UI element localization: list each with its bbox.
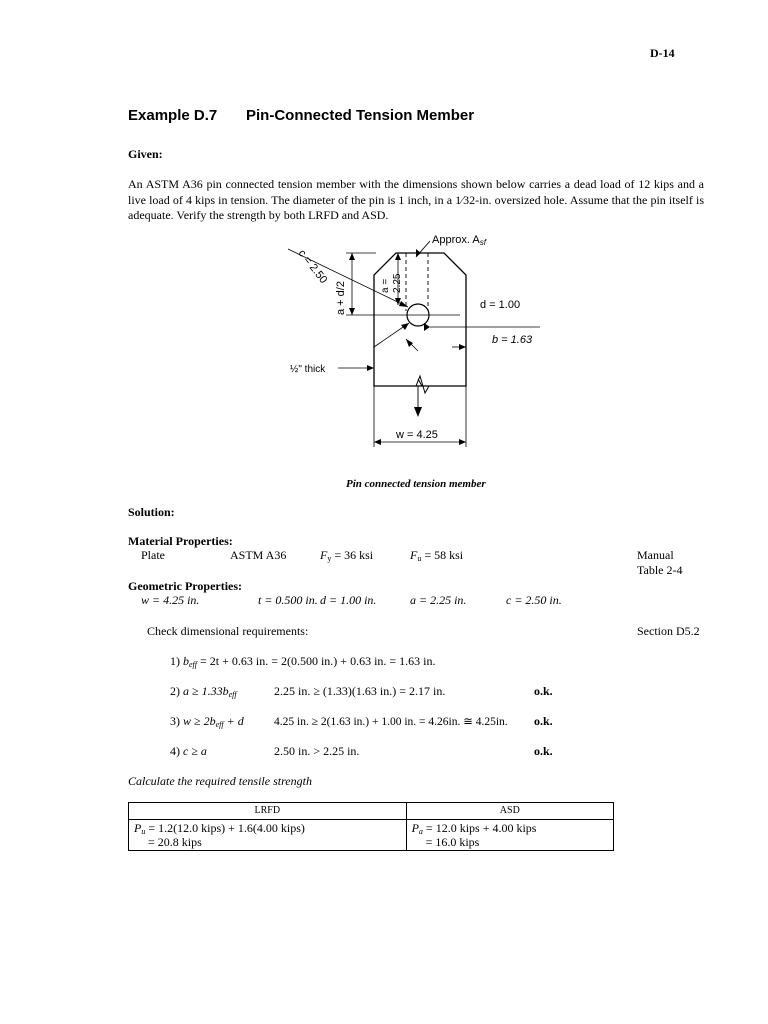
check-ok-2: o.k. bbox=[534, 684, 553, 698]
check-calc-3: 4.25 in. ≥ 2(1.63 in.) + 1.00 in. = 4.26in. ≅ 4.25in. bbox=[274, 716, 508, 728]
geo-a: a = 2.25 in. bbox=[410, 593, 467, 607]
asd-header: ASD bbox=[406, 803, 613, 820]
material-properties-heading: Material Properties: bbox=[128, 534, 233, 548]
w-label: w = 4.25 bbox=[396, 429, 438, 441]
apd-arrow-bot bbox=[349, 308, 355, 315]
a-eq-label: a = bbox=[380, 278, 391, 293]
d-label: d = 1.00 bbox=[480, 299, 521, 311]
required-strength-heading: Calculate the required tensile strength bbox=[128, 774, 312, 788]
plate-label: Plate bbox=[141, 548, 165, 562]
geo-c: c = 2.50 in. bbox=[506, 593, 562, 607]
example-title: Pin-Connected Tension Member bbox=[246, 107, 475, 124]
w-arrow-right bbox=[459, 439, 466, 445]
pin-connected-member-figure bbox=[280, 235, 540, 475]
check-item-3: 3) $w \ge 2b_{eff} + d$ bbox=[170, 714, 244, 729]
check-item-2: 2) $a \ge 1.33b_{eff}$ bbox=[170, 684, 237, 699]
check-item-1: 1) $b_{eff} = 2t + 0.63$ in. = 2(0.500 in.) + 0.63 in. = 1.63 in. bbox=[170, 654, 436, 669]
thick-label: ½" thick bbox=[290, 364, 326, 375]
w-arrow-left bbox=[374, 439, 381, 445]
c-arrow bbox=[399, 301, 408, 307]
geo-d: d = 1.00 in. bbox=[320, 593, 377, 607]
given-heading: Given: bbox=[128, 147, 163, 161]
manual-ref-2: Table 2-4 bbox=[637, 563, 683, 577]
solution-heading: Solution: bbox=[128, 505, 175, 519]
b-arrow-left bbox=[459, 344, 466, 350]
geo-t: t = 0.500 in. bbox=[258, 593, 318, 607]
manual-ref-1: Manual bbox=[637, 548, 674, 562]
geo-w: w = 4.25 in. bbox=[141, 593, 200, 607]
c-label: c = 2.50 bbox=[295, 247, 330, 286]
example-number: Example D.7 bbox=[128, 107, 218, 124]
geometric-properties-heading: Geometric Properties: bbox=[128, 579, 243, 593]
a-plus-d2-label: a + d/2 bbox=[335, 281, 347, 315]
check-ok-4: o.k. bbox=[534, 744, 553, 758]
check-calc-4: 2.50 in. > 2.25 in. bbox=[274, 744, 360, 758]
b-label: b = 1.63 bbox=[492, 334, 533, 346]
lrfd-cell: $P_u = 1.2(12.0$ kips) + 1.6(4.00 kips) = 20.8 kips bbox=[129, 820, 407, 851]
approx-asf-label: Approx. Asf bbox=[432, 235, 486, 247]
c-lower-arrow bbox=[401, 323, 409, 330]
figure-caption: Pin connected tension member bbox=[346, 478, 486, 490]
page-number: D-14 bbox=[650, 46, 675, 60]
a-val-label: 2.25 bbox=[392, 273, 403, 293]
check-ok-3: o.k. bbox=[534, 714, 553, 728]
b-leader-arrow bbox=[406, 339, 413, 347]
asd-cell: $P_a = 12.0$ kips + 4.00 kips = 16.0 kips bbox=[406, 820, 613, 851]
check-calc-2: 2.25 in. ≥ (1.33)(1.63 in.) = 2.17 in. bbox=[274, 684, 446, 698]
b-arrow-upper bbox=[424, 323, 430, 331]
plate-grade: ASTM A36 bbox=[230, 548, 287, 562]
given-paragraph: An ASTM A36 pin connected tension member with the dimensions shown below carries a dead load of 12 kips and a live load of 4 kips in tension. The diameter of the pin is 1 inch, in a 1⁄32-in. oversized hole. Assume that the pin itself is adequate. Verify the strength by both LRFD and ASD. bbox=[128, 177, 704, 222]
check-item-4: 4) c ≥ a bbox=[170, 744, 207, 758]
tension-arrow bbox=[414, 407, 422, 417]
a-dim-arrow-top bbox=[395, 253, 401, 260]
fu-value: $F_u = 58$ ksi bbox=[410, 548, 464, 563]
apd-arrow-top bbox=[349, 253, 355, 260]
lrfd-asd-table bbox=[128, 802, 614, 851]
lrfd-header: LRFD bbox=[129, 803, 407, 820]
check-heading: Check dimensional requirements: bbox=[147, 624, 309, 638]
section-ref: Section D5.2 bbox=[637, 624, 700, 638]
thick-arrow bbox=[367, 365, 374, 371]
asf-arrow bbox=[416, 249, 421, 257]
fy-value: $F_y = 36$ ksi bbox=[320, 548, 374, 563]
